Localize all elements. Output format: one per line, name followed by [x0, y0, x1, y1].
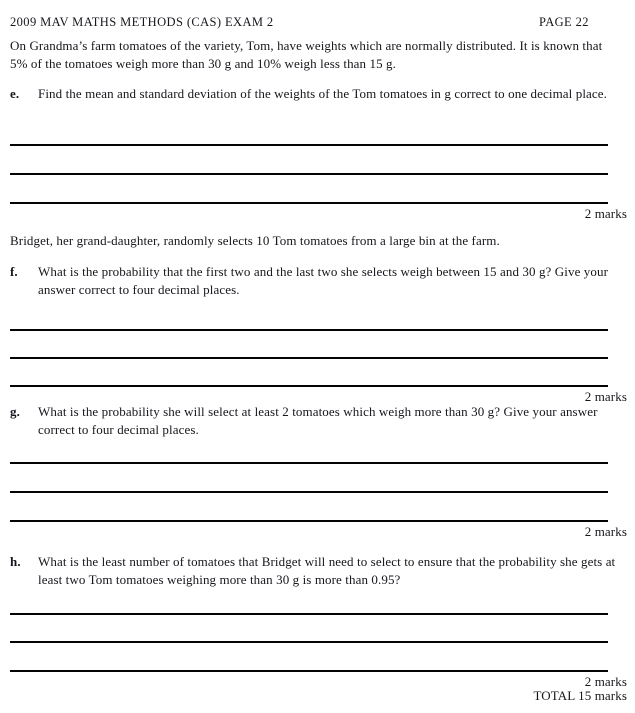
question-g-label: g. [10, 404, 20, 419]
answer-line [10, 329, 608, 331]
answer-line [10, 491, 608, 493]
answer-line [10, 613, 608, 615]
answer-line [10, 670, 608, 672]
answer-line [10, 173, 608, 175]
question-h-marks: 2 marks [584, 674, 627, 689]
intro-paragraph: On Grandma’s farm tomatoes of the variety, Tom, have weights which are normally distributed. It is known that 5% of the tomatoes weigh more than 30 g and 10% weigh less than 15 g. [10, 38, 603, 71]
question-f-label: f. [10, 264, 18, 279]
answer-line [10, 385, 608, 387]
answer-line [10, 641, 608, 643]
answer-line [10, 462, 608, 464]
question-e-marks: 2 marks [584, 206, 627, 221]
question-g-marks: 2 marks [584, 524, 627, 539]
question-e-text: Find the mean and standard deviation of the weights of the Tom tomatoes in g correct to one decimal place. [38, 86, 608, 101]
question-f-text: What is the probability that the first two and the last two she selects weigh between 15 and 30 g? Give your answer correct to four decimal places. [38, 264, 609, 297]
answer-line [10, 202, 608, 204]
total-marks: TOTAL 15 marks [533, 688, 627, 703]
exam-title: 2009 MAV MATHS METHODS (CAS) EXAM 2 [10, 15, 274, 29]
question-e-label: e. [10, 86, 20, 101]
answer-line [10, 520, 608, 522]
answer-line [10, 144, 608, 146]
bridget-paragraph: Bridget, her grand-daughter, randomly selects 10 Tom tomatoes from a large bin at the farm. [10, 233, 500, 248]
page-number: PAGE 22 [539, 15, 589, 29]
question-h-text: What is the least number of tomatoes that Bridget will need to select to ensure that the probability she gets at least two Tom tomatoes weighing more than 30 g is more than 0.95? [38, 554, 616, 587]
question-f-marks: 2 marks [584, 389, 627, 404]
answer-line [10, 357, 608, 359]
question-h-label: h. [10, 554, 21, 569]
question-g-text: What is the probability she will select at least 2 tomatoes which weigh more than 30 g? Give your answer correct to four decimal places. [38, 404, 598, 437]
